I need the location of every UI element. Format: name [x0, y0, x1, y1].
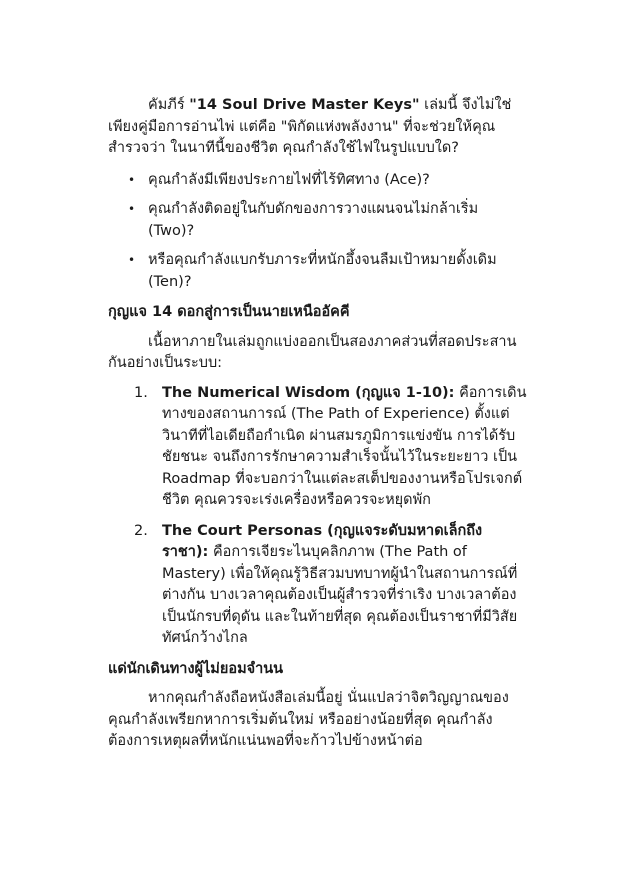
list-item	[108, 250, 528, 293]
intro-text: เล่มนี้ จึงไม่ใช่เพียงคู่มือการอ่านไพ่ แต่คือ "พิกัดแห่งพลังงาน" ที่จะช่วยให้คุณสำรวจว่า ในนาทีนี้ของชีวิต คุณกำลังใช้ไฟในรูปแบบใด?	[108, 97, 512, 156]
intro-paragraph	[108, 95, 528, 160]
list-item-text: คุณกำลังมีเพียงประกายไฟที่ไร้ทิศทาง (Ace)?	[148, 171, 430, 188]
bullet-icon: •	[128, 202, 136, 216]
numbered-item	[108, 521, 528, 650]
item-number: 2.	[134, 522, 148, 539]
item-title: The Numerical Wisdom (กุญแจ 1-10):	[162, 384, 455, 401]
bullet-icon: •	[128, 253, 136, 267]
section-paragraph: เนื้อหาภายในเล่มถูกแบ่งออกเป็นสองภาคส่วนที่สอดประสานกันอย่างเป็นระบบ:	[108, 333, 517, 371]
item-text: คือการเจียระไนบุคลิกภาพ (The Path of Mastery) เพื่อให้คุณรู้วิธีสวมบทบาทผู้นำในสถานการณ์ที่ต่างกัน บางเวลาคุณต้องเป็นผู้สำรวจที่ร่าเริง บางเวลาต้องเป็นนักรบที่ดุดัน และในท้ายที่สุด คุณต้องเป็นราชาที่มีวิสัยทัศน์กว้างไกล	[162, 544, 518, 646]
item-text: คือการเดินทางของสถานการณ์ (The Path of Experience) ตั้งแต่วินาทีที่ไอเดียถือกำเนิด ผ่านสมรภูมิการแข่งขัน การได้รับชัยชนะ จนถึงการรักษาความสำเร็จนั้นไว้ในระยะยาว เป็น Roadmap ที่จะบอกว่าในแต่ละสเต็ปของงานหรือโปรเจกต์ชีวิต คุณควรจะเร่งเครื่องหรือควรจะหยุดพัก	[162, 384, 527, 508]
item-title: The Court Personas (กุญแจระดับมหาดเล็กถึงราชา):	[162, 522, 483, 560]
document-page	[108, 95, 528, 753]
book-title: "14 Soul Drive Master Keys"	[189, 97, 420, 113]
list-item-text: หรือคุณกำลังแบกรับภาระที่หนักอึ้งจนลืมเป้าหมายดั้งเดิม (Ten)?	[148, 252, 497, 290]
bullet-icon: •	[128, 172, 136, 187]
item-number: 1.	[134, 384, 148, 401]
section-heading-keys: กุญแจ 14 ดอกสู่การเป็นนายเหนืออัคคี	[108, 304, 350, 320]
question-list	[108, 170, 528, 294]
list-item-text: คุณกำลังติดอยู่ในกับดักของการวางแผนจนไม่กล้าเริ่ม (Two)?	[148, 201, 479, 239]
numbered-list	[108, 383, 528, 650]
list-item	[108, 199, 528, 242]
closing-paragraph: หากคุณกำลังถือหนังสือเล่มนี้อยู่ นั่นแปลว่าจิตวิญญาณของคุณกำลังเพรียกหาการเริ่มต้นใหม่ หรืออย่างน้อยที่สุด คุณกำลังต้องการเหตุผลที่หนักแน่นพอที่จะก้าวไปข้างหน้าต่อ	[108, 690, 509, 749]
list-item	[108, 170, 528, 192]
numbered-item	[108, 383, 528, 512]
section-heading-traveler: แด่นักเดินทางผู้ไม่ยอมจำนน	[108, 660, 284, 677]
intro-prefix: คัมภีร์	[148, 97, 190, 113]
